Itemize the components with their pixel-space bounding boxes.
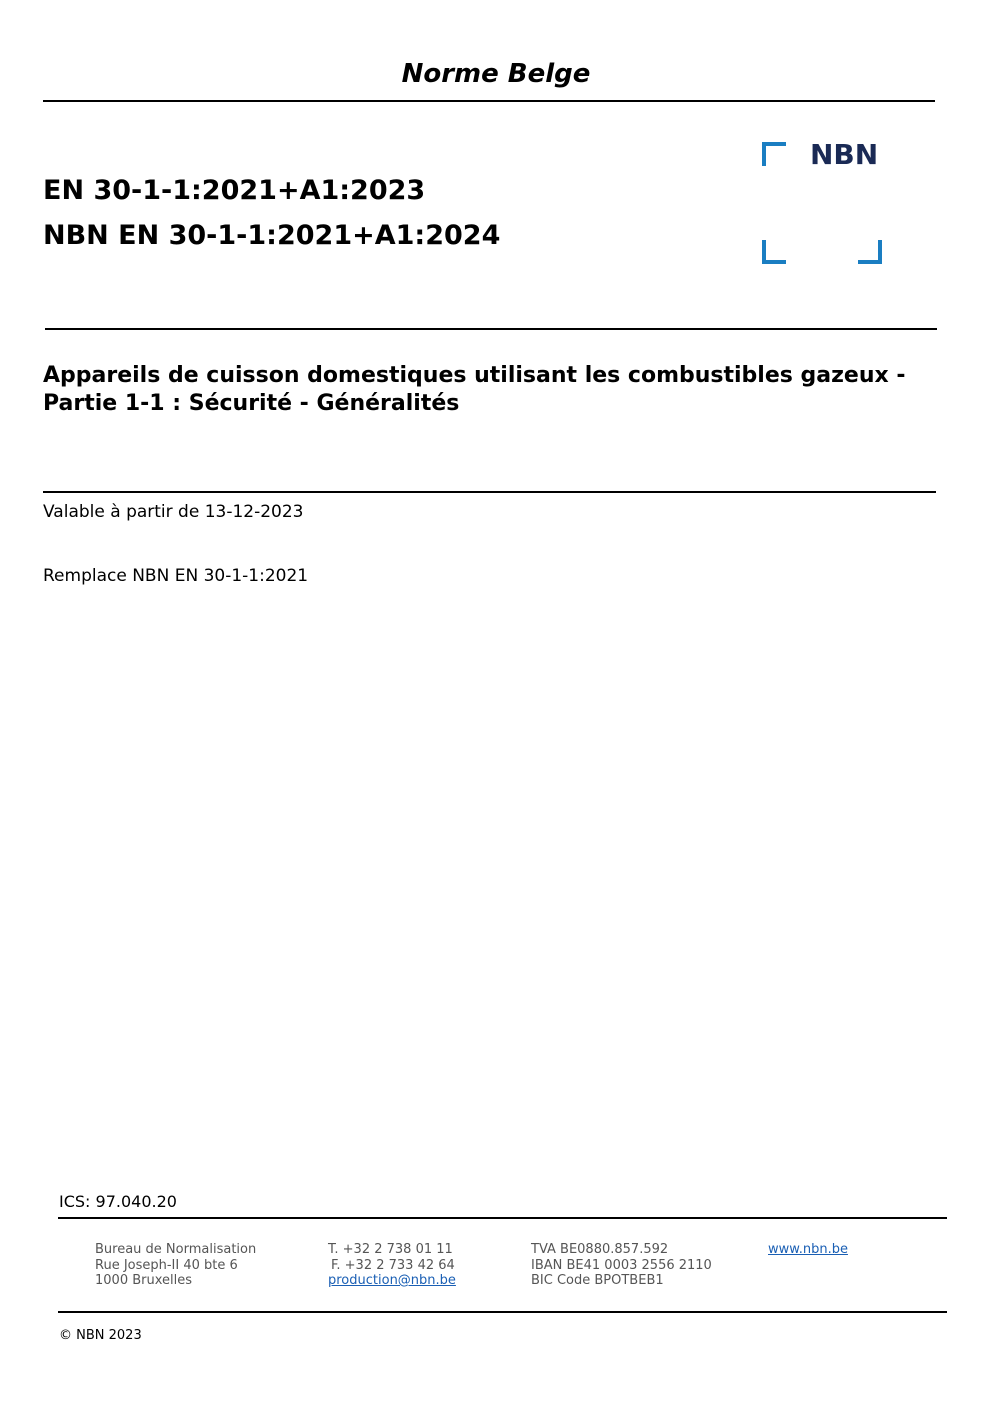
footer-top-divider — [58, 1217, 947, 1219]
title-divider — [43, 491, 936, 493]
logo-corner-top-left — [762, 142, 786, 166]
copyright-text: © NBN 2023 — [59, 1328, 142, 1343]
header-divider — [43, 100, 935, 102]
nbn-standard-code: NBN EN 30-1-1:2021+A1:2024 — [43, 220, 501, 251]
phone-number: T. +32 2 738 01 11 — [328, 1242, 453, 1257]
codes-divider — [45, 328, 937, 330]
footer-website — [768, 1242, 848, 1258]
document-title: Appareils de cuisson domestiques utilisant les combustibles gazeux - Partie 1-1 : Sécurité - Généralités — [43, 363, 906, 416]
bic-code: BIC Code BPOTBEB1 — [531, 1273, 664, 1288]
email-link[interactable]: production@nbn.be — [328, 1273, 456, 1288]
footer-bottom-divider — [58, 1311, 947, 1313]
address-line-1: Bureau de Normalisation — [95, 1242, 257, 1257]
footer-contact — [328, 1242, 456, 1289]
en-standard-code: EN 30-1-1:2021+A1:2023 — [43, 175, 426, 206]
ics-code: ICS: 97.040.20 — [59, 1192, 177, 1211]
valid-from-text: Valable à partir de 13-12-2023 — [43, 502, 304, 522]
logo-corner-bottom-left — [762, 240, 786, 264]
nbn-logo — [762, 140, 884, 264]
fax-number: F. +32 2 733 42 64 — [331, 1257, 455, 1273]
page-header-title: Norme Belge — [401, 59, 591, 89]
website-link[interactable]: www.nbn.be — [768, 1242, 848, 1257]
footer-banking — [531, 1242, 712, 1289]
footer-address — [95, 1242, 256, 1289]
logo-corner-bottom-right — [858, 240, 882, 264]
iban-number: IBAN BE41 0003 2556 2110 — [531, 1257, 712, 1273]
replaces-text: Remplace NBN EN 30-1-1:2021 — [43, 566, 309, 586]
logo-text: NBN — [810, 138, 879, 171]
vat-number: TVA BE0880.857.592 — [531, 1242, 669, 1257]
address-line-2: Rue Joseph-II 40 bte 6 — [95, 1257, 238, 1273]
address-line-3: 1000 Bruxelles — [95, 1273, 193, 1288]
